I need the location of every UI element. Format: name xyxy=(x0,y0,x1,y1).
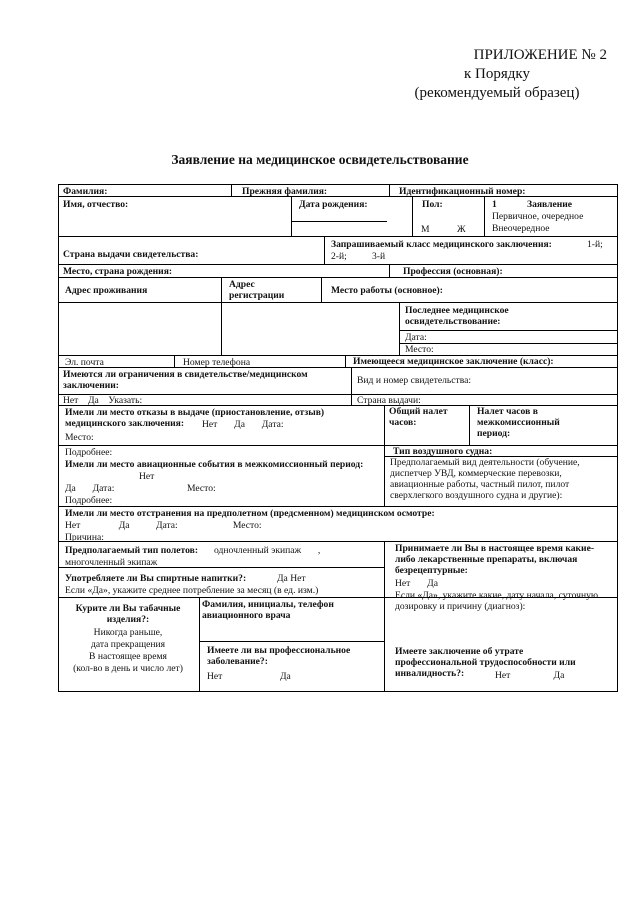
birth-place-label: Место, страна рождения: xyxy=(63,266,173,277)
suspension-reason-label: Причина: xyxy=(65,532,104,543)
appendix-note: (рекомендуемый образец) xyxy=(414,85,580,101)
aircraft-type-label: Тип воздушного судна: xyxy=(393,446,493,457)
existing-conclusion-label: Имеющееся медицинское заключение (класс): xyxy=(353,356,554,367)
application-primary-option[interactable]: Первичное, очередное xyxy=(492,211,584,222)
appendix-order: к Порядку xyxy=(464,66,530,82)
email-label: Эл. почта xyxy=(65,357,104,368)
tobacco-never[interactable]: Никогда раньше, xyxy=(93,627,163,638)
refusals-details-label: Подробнее: xyxy=(65,447,113,458)
sex-male-option[interactable]: М xyxy=(421,224,430,235)
application-form xyxy=(58,184,618,692)
disability-label: Имеете заключение об утрате профессиональной трудоспособности или инвалидность?: xyxy=(395,646,576,679)
cert-kind-label: Вид и номер свидетельства: xyxy=(357,375,472,386)
birth-date-label: Дата рождения: xyxy=(299,199,368,210)
restrictions-label: Имеются ли ограничения в свидетельстве/медицинском заключении: xyxy=(63,369,308,391)
suspension-label: Имели ли место отстранения на предполетном (предсменном) медицинском осмотре: xyxy=(65,508,435,519)
application-label: Заявление xyxy=(527,199,573,210)
issue-country-label: Страна выдачи: xyxy=(357,395,421,406)
last-exam-label: Последнее медицинское освидетельствование: xyxy=(405,305,509,327)
aviation-events-details: Подробнее: xyxy=(65,495,113,506)
medications-detail-label: Если «Да», укажите какие, дату начала, суточную дозировку и причину (диагноз): xyxy=(395,590,599,612)
profession-label: Профессия (основная): xyxy=(403,266,503,277)
appendix-header xyxy=(387,46,607,103)
class-2-option[interactable]: 2-й; xyxy=(331,251,347,262)
alcohol-label: Употребляете ли Вы спиртные напитки?: xyxy=(65,573,247,584)
medications-label: Принимаете ли Вы в настоящее время какие-либо лекарственные препараты, включая безрецептурные: xyxy=(395,543,595,576)
name-patronymic-label: Имя, отчество: xyxy=(63,199,129,210)
hours-between-label: Налет часов в межкомиссионный период: xyxy=(477,406,560,439)
sex-female-option[interactable]: Ж xyxy=(457,224,466,235)
class-request-label: Запрашиваемый класс медицинского заключения: xyxy=(331,239,552,250)
disability-options[interactable]: Нет Да xyxy=(495,670,565,681)
class-1-option[interactable]: 1-й; xyxy=(587,239,603,250)
occupational-disease-options[interactable]: Нет Да xyxy=(207,671,291,682)
tobacco-label: Курите ли Вы табачные изделия?: xyxy=(75,603,181,625)
phone-label: Номер телефона xyxy=(183,357,251,368)
occupational-disease-label: Имеете ли вы профессиональное заболевание?: xyxy=(207,645,351,667)
restrictions-options[interactable]: Нет Да Указать: xyxy=(63,395,143,406)
activity-label: Предполагаемый вид деятельности (обучение, диспетчер УВД, коммерческие перевозки, авиационные работы, частный пилот, пилот сверхлегкого воздушного судна и другие): xyxy=(390,457,580,501)
refusals-place-label: Место: xyxy=(65,432,94,443)
aviation-events-label: Имели ли место авиационные события в межкомиссионный период: xyxy=(65,459,364,470)
flight-type-options-2[interactable]: многочленный экипаж xyxy=(65,557,158,568)
alcohol-detail-label: Если «Да», укажите среднее потребление за месяц (в ед. изм.) xyxy=(65,585,319,596)
registration-label: Адрес регистрации xyxy=(229,279,285,301)
id-number-label: Идентификационный номер: xyxy=(399,186,526,197)
tobacco-count: (кол-во в день и число лет) xyxy=(73,663,183,674)
aviation-doctor-label: Фамилия, инициалы, телефон авиационного врача xyxy=(202,599,334,621)
aviation-events-place: Место: xyxy=(187,483,216,494)
application-extra-option[interactable]: Внеочередное xyxy=(492,223,550,234)
application-number: 1 xyxy=(492,199,497,210)
tobacco-now[interactable]: В настоящее время xyxy=(89,651,167,662)
surname-label: Фамилия: xyxy=(63,186,108,197)
aviation-events-no[interactable]: Нет xyxy=(139,471,155,482)
flight-type-label: Предполагаемый тип полетов: xyxy=(65,545,199,556)
aviation-events-yes-date[interactable]: Да Дата: xyxy=(65,483,115,494)
cert-country-label: Страна выдачи свидетельства: xyxy=(63,249,199,260)
alcohol-options[interactable]: Да Нет xyxy=(277,573,306,584)
class-3-option[interactable]: 3-й xyxy=(372,251,386,262)
refusals-label: Имели ли место отказы в выдаче (приостановление, отзыв) медицинского заключения: xyxy=(65,407,325,429)
last-exam-place-label: Место: xyxy=(405,344,434,355)
workplace-label: Место работы (основное): xyxy=(331,285,443,296)
last-exam-date-label: Дата: xyxy=(405,332,427,343)
tobacco-quit[interactable]: дата прекращения xyxy=(90,639,166,650)
refusals-options[interactable]: Нет Да Дата: xyxy=(202,419,284,430)
medications-options[interactable]: Нет Да xyxy=(395,578,438,589)
flight-type-options[interactable]: одночленный экипаж , xyxy=(214,545,321,556)
residence-label: Адрес проживания xyxy=(65,285,148,296)
suspension-options[interactable]: Нет Да Дата: Место: xyxy=(65,520,262,531)
total-hours-label: Общий налет часов: xyxy=(389,406,448,428)
sex-label: Пол: xyxy=(422,199,443,210)
page-title: Заявление на медицинское освидетельствование xyxy=(171,152,469,167)
prev-surname-label: Прежняя фамилия: xyxy=(242,186,328,197)
appendix-title: ПРИЛОЖЕНИЕ № 2 xyxy=(473,47,607,63)
